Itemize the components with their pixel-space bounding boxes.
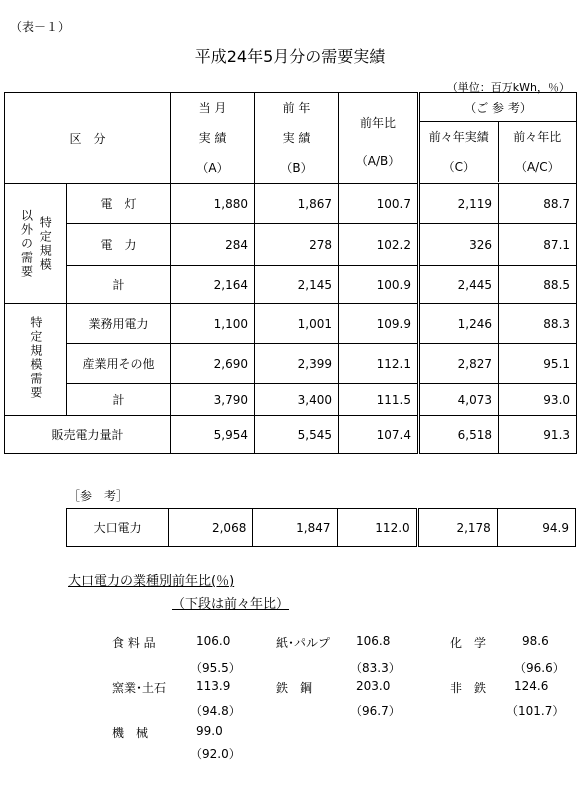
industry-value: 113.9 (196, 679, 231, 693)
demand-table (4, 92, 577, 454)
unit-label: （単位：百万kWh，％） (446, 81, 570, 94)
industry-value: 99.0 (196, 724, 223, 738)
header-current: 当 月 実 績 （A） (171, 93, 255, 184)
industry-value: 106.0 (196, 634, 231, 648)
header-prev: 前 年 実 績 （B） (255, 93, 339, 184)
industry-name: 窯業･土石 (112, 681, 167, 695)
header-row (5, 93, 577, 184)
industry-value-prev: （96.6） (514, 661, 565, 675)
industry-name: 食 料 品 (112, 636, 156, 650)
industry-name: 機 械 (112, 726, 149, 740)
industry-value: 106.8 (356, 634, 391, 648)
page-title: 平成24年5月分の需要実績 (194, 47, 386, 66)
industry-value-prev: （92.0） (190, 747, 241, 761)
reference-label: ［参 考］ (68, 489, 129, 503)
industry-name: 化 学 (450, 636, 487, 650)
total-row: 販売電力量計 5,954 5,545 107.4 6,518 91.3 (5, 416, 577, 454)
table-row: 計 2,164 2,145 100.9 2,445 88.5 (5, 266, 577, 304)
industry-value: 124.6 (514, 679, 549, 693)
industry-value-prev: （94.8） (190, 704, 241, 718)
industry-title: 大口電力の業種別前年比(％) (68, 574, 235, 589)
industry-value-prev: （83.3） (350, 661, 401, 675)
group-label-specific: 特定規模需要 (5, 304, 67, 416)
industry-name: 鉄 鋼 (276, 681, 313, 695)
table-row: 以外の需要 特定規模 電 灯 1,880 1,867 100.7 2,119 88.7 (5, 184, 577, 224)
industry-value: 203.0 (356, 679, 391, 693)
industry-value-prev: （101.7） (506, 704, 565, 718)
industry-subtitle: （下段は前々年比） (172, 597, 290, 612)
header-category: 区 分 (5, 93, 171, 184)
industry-value-prev: （96.7） (350, 704, 401, 718)
industry-value-prev: （95.5） (190, 661, 241, 675)
table-row: 電 力 284 278 102.2 326 87.1 (5, 224, 577, 266)
industry-name: 紙･パルプ (276, 636, 331, 650)
header-reference: （ご 参 考） 前々年実績 （C） 前々年比 （A/C） (419, 93, 577, 184)
industry-value: 98.6 (522, 634, 549, 648)
table-row: 特定規模需要 業務用電力 1,100 1,001 109.9 1,246 88.3 (5, 304, 577, 344)
table-row: 大口電力 2,068 1,847 112.0 2,178 94.9 (67, 509, 576, 547)
header-ratio: 前年比 （A/B） (339, 93, 419, 184)
group-label-other: 以外の需要 特定規模 (5, 184, 67, 304)
table-row: 計 3,790 3,400 111.5 4,073 93.0 (5, 384, 577, 416)
table-row: 産業用その他 2,690 2,399 112.1 2,827 95.1 (5, 344, 577, 384)
industry-name: 非 鉄 (450, 681, 487, 695)
table-tag: （表－１） (10, 20, 71, 34)
reference-table (66, 508, 576, 547)
